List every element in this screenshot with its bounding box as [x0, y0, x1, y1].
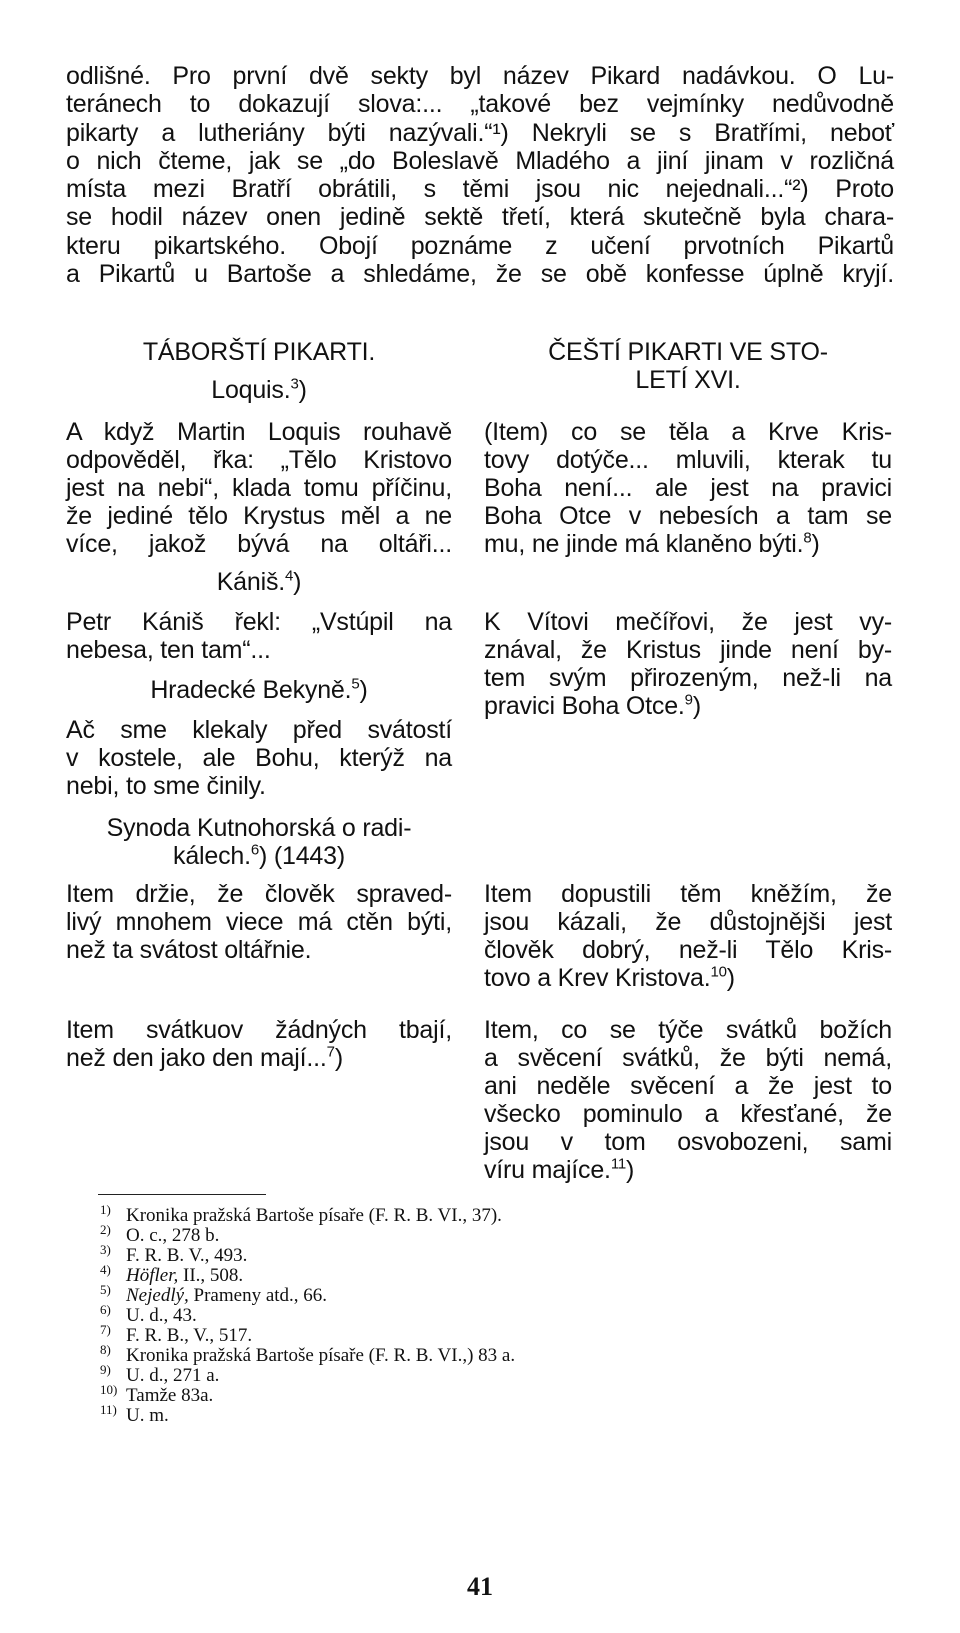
- text-line: Item držie, že člověk spraved-: [66, 880, 452, 908]
- right-section-2: K Vítovi mečířovi, že jest vy- znával, že Kristus jinde není by- tem svým přirozeným, než-li na pravici Boha Otce.$^9$): [484, 608, 892, 720]
- footnote: 4) Höfler, II., 508.: [100, 1261, 244, 1286]
- text-line: tovy dotýče... mluvili, kterak tu: [484, 446, 892, 474]
- kanis-text: [66, 608, 452, 664]
- text-line: jsou kázali, že důstojnějši jest: [484, 908, 892, 936]
- intro-line: místa mezi Bratří obrátili, s těmi jsou nic nejednali...“²) Proto: [66, 175, 894, 204]
- right-section-1: (Item) co se těla a Krve Kris- tovy dotýče... mluvili, kterak tu Boha není... ale jest na pravici Boha Otce v nebesích a tam se mu, ne jinde má klaněno býti.$^8$): [484, 418, 892, 558]
- text-line: mu, ne jinde má klaněno býti.: [484, 530, 804, 558]
- footnote: 9) U. d., 271 a.: [100, 1361, 220, 1386]
- text-line: tovo a Krev Kristova.: [484, 964, 711, 992]
- footnote: 6) U. d., 43.: [100, 1301, 197, 1326]
- right-section-4: Item, co se týče svátků božích a svěcení svátků, že býti nemá, ani neděle svěcení a že jest to všecko pominulo a křesťané, že jsou v tom osvobozeni, sami víru majíce.$^{11}$): [484, 1016, 892, 1184]
- intro-line: odlišné. Pro první dvě sekty byl název Pikard nadávkou. O Lu-: [66, 62, 894, 90]
- text-line: tem svým přirozeným, než-li na: [484, 664, 892, 692]
- section-title: kálech.: [173, 842, 251, 870]
- footnote: 1) Kronika pražská Bartoše písaře (F. R. B. VI., 37).: [100, 1201, 502, 1226]
- right-section-3: Item dopustili těm kněžím, že jsou kázali, že důstojnějši jest člověk dobrý, než-li Tělo Kris- tovo a Krev Kristova.$^{10}$): [484, 880, 892, 992]
- text-line: Petr Kániš řekl: „Vstúpil na: [66, 608, 452, 636]
- footnote: 5) Nejedlý, Prameny atd., 66.: [100, 1281, 328, 1306]
- footnote: 2) O. c., 278 b.: [100, 1221, 220, 1246]
- bekyne-text: [66, 716, 452, 800]
- text-line: v kostele, ale Bohu, kterýž na: [66, 744, 452, 772]
- section-year: (1443): [267, 842, 345, 870]
- text-line: nebesa, ten tam“...: [66, 636, 271, 664]
- footnotes: [100, 1201, 516, 1426]
- intro-line: o nich čteme, jak se „do Boleslavě Mladého a jiní jinam v rozličná: [66, 146, 894, 175]
- text-line: Item dopustili těm kněžím, že: [484, 880, 892, 908]
- svatky-text: Item svátkuov žádných tbají, než den jako den mají...$^7$): [66, 1016, 452, 1072]
- text-line: člověk dobrý, než-li Tělo Kris-: [484, 936, 892, 964]
- text-line: Boha Otce v nebesích a tam se: [484, 502, 892, 530]
- text-line: (Item) co se těla a Krve Kris-: [484, 418, 892, 446]
- intro-line: a Pikartů u Bartoše a shledáme, že se obě konfesse úplně kryjí.: [66, 260, 894, 289]
- section-title: Loquis.: [211, 376, 291, 404]
- footnote-ref: 10: [710, 963, 727, 981]
- intro-line: kteru pikartského. Obojí poznáme z učení prvotních Pikartů: [66, 231, 894, 260]
- text-line: všecko pominulo a křesťané, že: [484, 1100, 892, 1128]
- footnote: 7) F. R. B., V., 517.: [100, 1321, 253, 1346]
- text-line: pravici Boha Otce.: [484, 692, 685, 720]
- footnote-ref: 6: [250, 841, 259, 859]
- footnote: 8) Kronika pražská Bartoše písaře (F. R. B. VI.,) 83 a.: [100, 1341, 516, 1366]
- text-line: znával, že Kristus jinde není by-: [484, 636, 892, 664]
- footnote-ref: 7: [326, 1043, 335, 1061]
- section-bekyne: Hradecké Bekyně.$^5$): [150, 675, 368, 704]
- text-line: než den jako den mají...: [66, 1044, 327, 1072]
- text-line: že jediné tělo Krystus měl a ne: [66, 502, 452, 530]
- footnote: 10) Tamže 83a.: [100, 1381, 214, 1406]
- text-line: jsou v tom osvobozeni, sami: [484, 1128, 892, 1156]
- intro-line: pikarty a lutheriány býti nazývali.“¹) Nekryli se s Bratřími, neboť: [66, 118, 894, 147]
- footnote-ref: 11: [610, 1155, 626, 1173]
- footnote-ref: 8: [803, 529, 812, 547]
- synoda-text: [66, 880, 452, 964]
- intro-line: se hodil název onen jedině sektě třetí, která skutečně byla chara-: [66, 203, 894, 232]
- text-line: více, jakož bývá na oltáři...: [66, 530, 452, 558]
- text-line: Ač sme klekaly před svátostí: [66, 716, 452, 744]
- intro-paragraph: [66, 62, 894, 288]
- text-line: odpověděl, řka: „Tělo Kristovo: [66, 446, 452, 474]
- text-line: livý mnohem viece má ctěn býti,: [66, 908, 452, 936]
- text-line: A když Martin Loquis rouhavě: [66, 418, 452, 446]
- footnote-ref: 4: [285, 567, 294, 585]
- section-synoda: Synoda Kutnohorská o radi- kálech.$^6$) (1443): [66, 814, 452, 870]
- text-line: Item, co se týče svátků božích: [484, 1016, 892, 1044]
- text-line: Boha není... ale jest na pravici: [484, 474, 892, 502]
- footnote-ref: 3: [290, 375, 299, 393]
- text-line: jest na nebi“, klada tomu příčinu,: [66, 474, 452, 502]
- text-line: Item svátkuov žádných tbají,: [66, 1016, 452, 1044]
- footnote-divider: [98, 1194, 266, 1195]
- section-title: Kániš.: [216, 568, 285, 596]
- section-kanis: Kániš.$^4$): [216, 567, 302, 596]
- footnote-ref: 9: [684, 691, 693, 709]
- text-line: K Vítovi mečířovi, že jest vy-: [484, 608, 892, 636]
- text-line: ani neděle svěcení a že jest to: [484, 1072, 892, 1100]
- section-title: Synoda Kutnohorská o radi-: [106, 814, 412, 842]
- right-column-heading: ČEŠTÍ PIKARTI VE STO- LETÍ XVI.: [548, 338, 828, 394]
- left-column-heading: TÁBORŠTÍ PIKARTI.: [142, 338, 376, 366]
- text-line: víru majíce.: [484, 1156, 611, 1184]
- text-line: a svěcení svátků, že býti nemá,: [484, 1044, 892, 1072]
- footnote: 11) U. m.: [100, 1401, 169, 1426]
- page-number: 41: [467, 1572, 493, 1601]
- intro-line: teránech to dokazují slova:... „takové bez vejmínky nedůvodně: [66, 90, 894, 119]
- footnote: 3) F. R. B. V., 493.: [100, 1241, 248, 1266]
- loquis-text: [66, 418, 452, 558]
- text-line: než ta svátost oltářnie.: [66, 936, 312, 964]
- footnote-ref: 5: [351, 675, 360, 693]
- section-loquis: Loquis.$^3$): [211, 375, 307, 404]
- section-title: Hradecké Bekyně.: [150, 676, 352, 704]
- text-line: nebi, to sme činily.: [66, 772, 266, 800]
